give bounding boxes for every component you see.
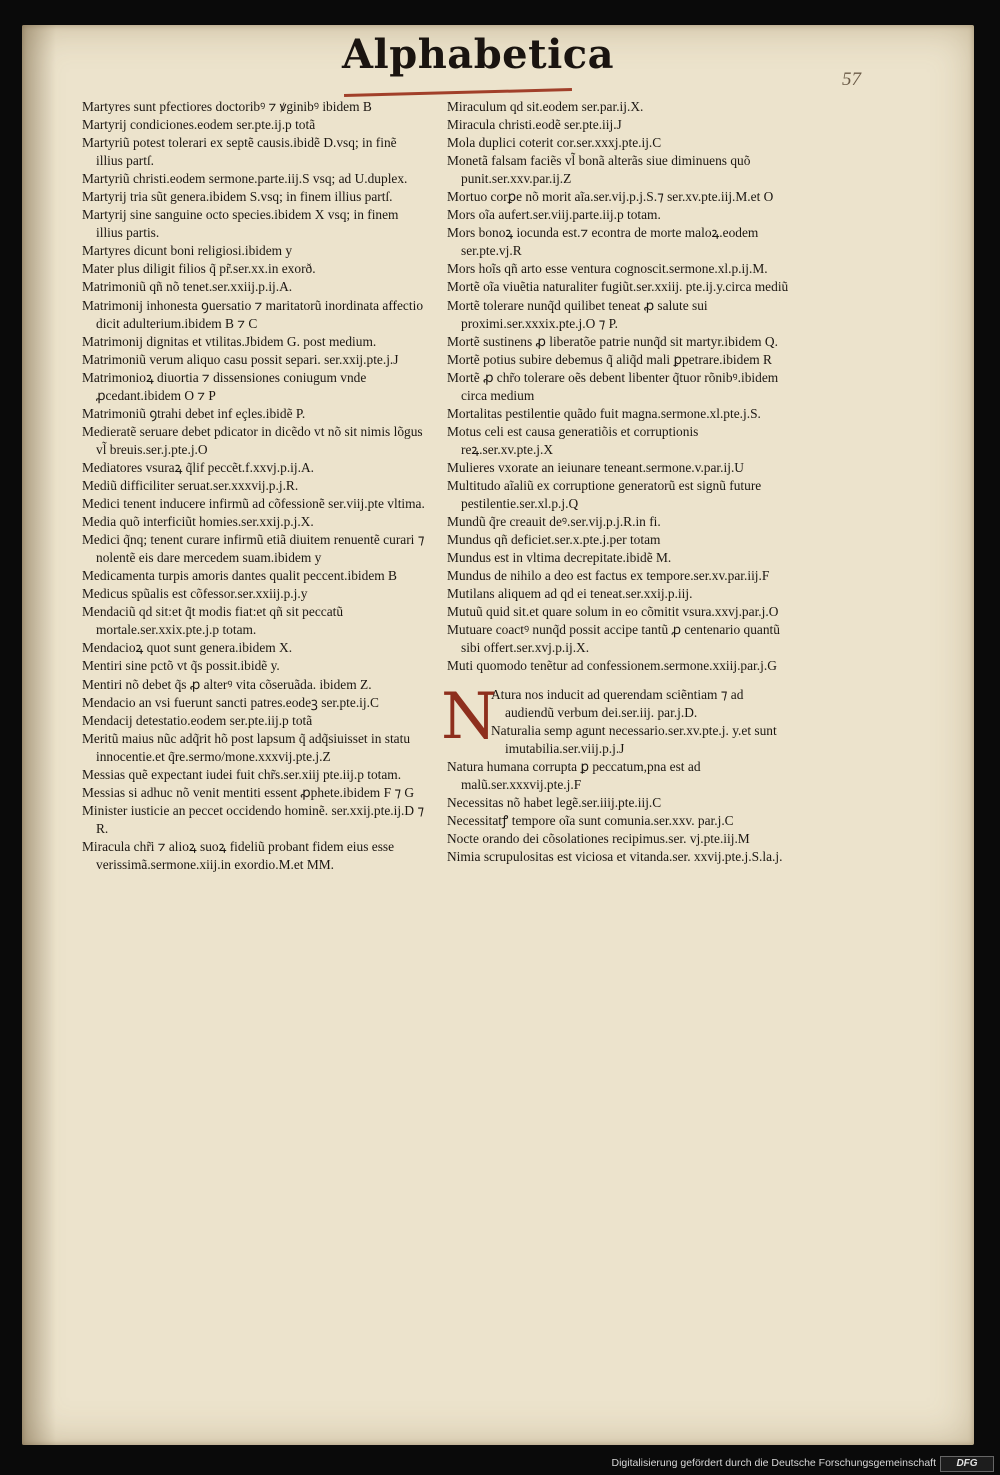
right-column	[441, 98, 791, 866]
index-entry: Mortẽ ꝓ chr̃o tolerare oẽs debent libenter q̃tuor rõnibꝰ.ibidem circa medium	[447, 369, 779, 403]
index-entry: Monetã falsam faciẽs vl̃ bonã alterãs siue diminuens quõ punit.ser.xxv.par.ij.Z	[447, 153, 751, 187]
index-entry: Meritũ maius nũc adq̃rit hõ post lapsum q̃ adq̃siuisset in statu innocentie.et q̃re.sermo/mone.xxxvij.pte.j.Z	[82, 730, 411, 764]
index-entry: Matrimonij inhonesta ꝯuersatio ⁊ maritatorũ inordinata affectio dicit adulterium.ibidem B ⁊ C	[82, 297, 424, 331]
index-entry: Martyrij tria sũt genera.ibidem S.vsq; in finem illius partſ.	[82, 189, 393, 205]
index-entry: Mundus est in vltima decrepitate.ibidẽ M.	[447, 550, 672, 566]
index-entry: Mortẽ potius subire debemus q̃ aliq̃d mali ꝑpetrare.ibidem R	[447, 351, 772, 367]
index-entry: Mortalitas pestilentie quãdo fuit magna.sermone.xl.pte.j.S.	[447, 405, 761, 421]
page-gutter-shadow	[22, 25, 56, 1445]
index-entry: Mutuare coactꝰ nunq̃d possit accipe tantũ ꝓ centenario quantũ sibi offert.ser.xvj.p.ij.X.	[447, 622, 780, 656]
left-column	[82, 98, 426, 874]
index-entry: Mutuũ quid sit.et quare solum in eo cõmitit vsura.xxvj.par.j.O	[447, 604, 779, 620]
index-entry: Mediũ difficiliter seruat.ser.xxxvij.p.j.R.	[82, 477, 299, 493]
index-entry: Naturalia semp agunt necessario.ser.xv.pte.j. y.et sunt imutabilia.ser.viij.p.j.J	[491, 722, 777, 756]
index-entry: Mundus de nihilo a deo est factus ex tempore.ser.xv.par.iij.F	[447, 568, 770, 584]
index-entry: Minister iusticie an peccet occidendo hominẽ. ser.xxij.pte.ij.D ⁊ R.	[82, 802, 425, 836]
index-entry: Mundũ q̃re creauit deꝰ.ser.vij.p.j.R.in fi.	[447, 514, 661, 530]
folio-number: 57	[842, 69, 861, 90]
index-entry: Martyrij sine sanguine octo species.ibidem X vsq; in finem illius partis.	[82, 207, 399, 241]
index-entry: Matrimoniũ qñ nõ tenet.ser.xxiij.p.ij.A.	[82, 279, 293, 295]
index-entry: Nocte orando dei cõsolationes recipimus.ser. vj.pte.iij.M	[447, 830, 750, 846]
funding-notice: Digitalisierung gefördert durch die Deutsche Forschungsgemeinschaft	[611, 1457, 936, 1469]
dfg-logo: DFG	[940, 1456, 994, 1472]
index-entry: Mediatores vsuraꝝ q̃lif peccẽt.f.xxvj.p.ij.A.	[82, 459, 314, 475]
footer-bar	[0, 1455, 1000, 1475]
index-entry: Messias quẽ expectant iudei fuit chr̃s.ser.xiij pte.iij.p totam.	[82, 766, 402, 782]
index-entry: Martyrij condiciones.eodem ser.pte.ij.p totã	[82, 117, 316, 133]
index-entry: Miracula christi.eodẽ ser.pte.iij.J	[447, 117, 622, 133]
index-entry: Martyres sunt pfectiores doctoribꝰ ⁊ ꝟginibꝰ ibidem B	[82, 99, 372, 114]
index-entry: Mola duplici coterit cor.ser.xxxj.pte.ij.C	[447, 135, 662, 151]
index-entry: Matrimonioꝝ diuortia ⁊ dissensiones coniugum vnde ꝓcedant.ibidem O ⁊ P	[82, 369, 367, 403]
index-entry: Miraculum qd sit.eodem ser.par.ij.X.	[447, 99, 644, 114]
index-entry: Mendacij detestatio.eodem ser.pte.iij.p totã	[82, 712, 313, 728]
index-entry: Medici q̃nq; tenent curare infirmũ etiã diuitem renuentẽ curari ⁊ nolentẽ eis dare mercedem suam.ibidem y	[82, 532, 425, 566]
index-entry: Mundus qñ deficiet.ser.x.pte.j.per totam	[447, 532, 661, 548]
index-entry: Natura humana corrupta ꝑ peccatum,pna est ad malũ.ser.xxxvij.pte.j.F	[447, 758, 701, 792]
index-entry: Mors hoĩs qñ arto esse ventura cognoscit.sermone.xl.p.ij.M.	[447, 261, 768, 277]
index-entry: Matrimoniũ verum aliquo casu possit separi. ser.xxij.pte.j.J	[82, 351, 399, 367]
index-entry: Mortẽ tolerare nunq̃d quilibet teneat ꝓ salute sui proximi.ser.xxxix.pte.j.O ⁊ P.	[447, 297, 708, 331]
index-entry: Mater plus diligit filios q̃ pr̃.ser.xx.in exorð.	[82, 261, 316, 277]
index-entry: Motus celi est causa generatiõis et corruptionis reꝝ.ser.xv.pte.j.X	[447, 423, 699, 457]
index-entry: Mors bonoꝝ iocunda est.⁊ econtra de morte maloꝝ.eodem ser.pte.vj.R	[447, 225, 759, 259]
index-entry: Medieratẽ seruare debet pdicator in dicẽdo vt nõ sit nimis lõgus vl̃ breuis.ser.j.pte.j.O	[82, 423, 423, 457]
index-entry: Muti quomodo tenẽtur ad confessionem.sermone.xxiij.par.j.G	[447, 658, 777, 674]
index-entry: Necessitatꝭ tempore oĩa sunt comunia.ser.xxv. par.j.C	[447, 812, 734, 828]
index-entry: Media quõ interficiũt homies.ser.xxij.p.j.X.	[82, 514, 314, 530]
index-entry: Medicus spũalis est cõfessor.ser.xxiij.p.j.y	[82, 586, 308, 602]
index-entry: Messias si adhuc nõ venit mentiti essent ꝓphete.ibidem F ⁊ G	[82, 784, 415, 800]
index-entry: Matrimonij dignitas et vtilitas.Jbidem G. post medium.	[82, 333, 377, 349]
index-entry: Mutilans aliquem ad qd ei teneat.ser.xxij.p.iij.	[447, 586, 693, 602]
index-entry: Mendacio an vsi fuerunt sancti patres.eodeꝫ ser.pte.ij.C	[82, 694, 379, 710]
index-entry: Matrimoniũ ꝯtrahi debet inf eçles.ibidẽ P.	[82, 405, 306, 421]
index-entry: Medici tenent inducere infirmũ ad cõfessionẽ ser.viij.pte vltima.	[82, 496, 425, 512]
index-entry: Mortẽ sustinens ꝓ liberatõe patrie nunq̃d sit martyr.ibidem Q.	[447, 333, 778, 349]
index-entry: Martyres dicunt boni religiosi.ibidem y	[82, 243, 293, 259]
index-entry: Multitudo aĩaliũ ex corruptione generatorũ est signũ future pestilentie.ser.xl.p.j.Q	[447, 477, 762, 512]
index-entry: Mulieres vxorate an ieiunare teneant.sermone.v.par.ij.U	[447, 459, 744, 475]
index-entry: Mortẽ oĩa viuẽtia naturaliter fugiũt.ser.xxiij. pte.ij.y.circa mediũ	[447, 279, 789, 295]
index-entry: Medicamenta turpis amoris dantes qualit peccent.ibidem B	[82, 568, 397, 584]
index-entry: Mendacioꝝ quot sunt genera.ibidem X.	[82, 640, 293, 656]
index-entry: Miracula chr̃i ⁊ alioꝝ suoꝝ fideliũ probant fidem eius esse verissimã.sermone.xiij.in exordio.M.et MM.	[82, 838, 395, 872]
book-page	[22, 25, 974, 1445]
index-entry: Necessitas nõ habet legẽ.ser.iiij.pte.iij.C	[447, 794, 662, 810]
running-title-underline	[344, 88, 572, 97]
running-title: Alphabetica	[342, 31, 615, 78]
index-entry: Atura nos inducit ad querendam sciẽntiam ⁊ ad audiendũ verbum dei.ser.iij. par.j.D.	[491, 686, 744, 720]
right-column-m-entries	[447, 98, 791, 676]
index-entry: Martyriũ christi.eodem sermone.parte.iij.S vsq; ad U.duplex.	[82, 171, 408, 187]
index-entry: Mendaciũ qd sit:et q̃t modis fiat:et qñ sit peccatũ mortale.ser.xxix.pte.j.p totam.	[82, 604, 344, 638]
index-entry: Mortuo corꝑe nõ morit aĩa.ser.vij.p.j.S.⁊ ser.xv.pte.iij.M.et O	[447, 189, 774, 205]
index-entry: Mentiri nõ debet q̃s ꝓ alterꝰ vita cõseruãda. ibidem Z.	[82, 676, 372, 692]
index-entry: Mors oĩa aufert.ser.viij.parte.iij.p totam.	[447, 207, 661, 223]
index-entry: Mentiri sine pctõ vt q̃s possit.ibidẽ y.	[82, 658, 280, 674]
decorated-initial: N	[441, 679, 497, 754]
index-entry: Martyriũ potest tolerari ex septẽ causis.ibidẽ D.vsq; in finẽ illius partſ.	[82, 135, 397, 169]
right-column-n-entries	[447, 686, 791, 866]
n-section	[441, 679, 791, 866]
index-entry: Nimia scrupulositas est viciosa et vitanda.ser. xxvij.pte.j.S.la.j.	[447, 848, 783, 864]
